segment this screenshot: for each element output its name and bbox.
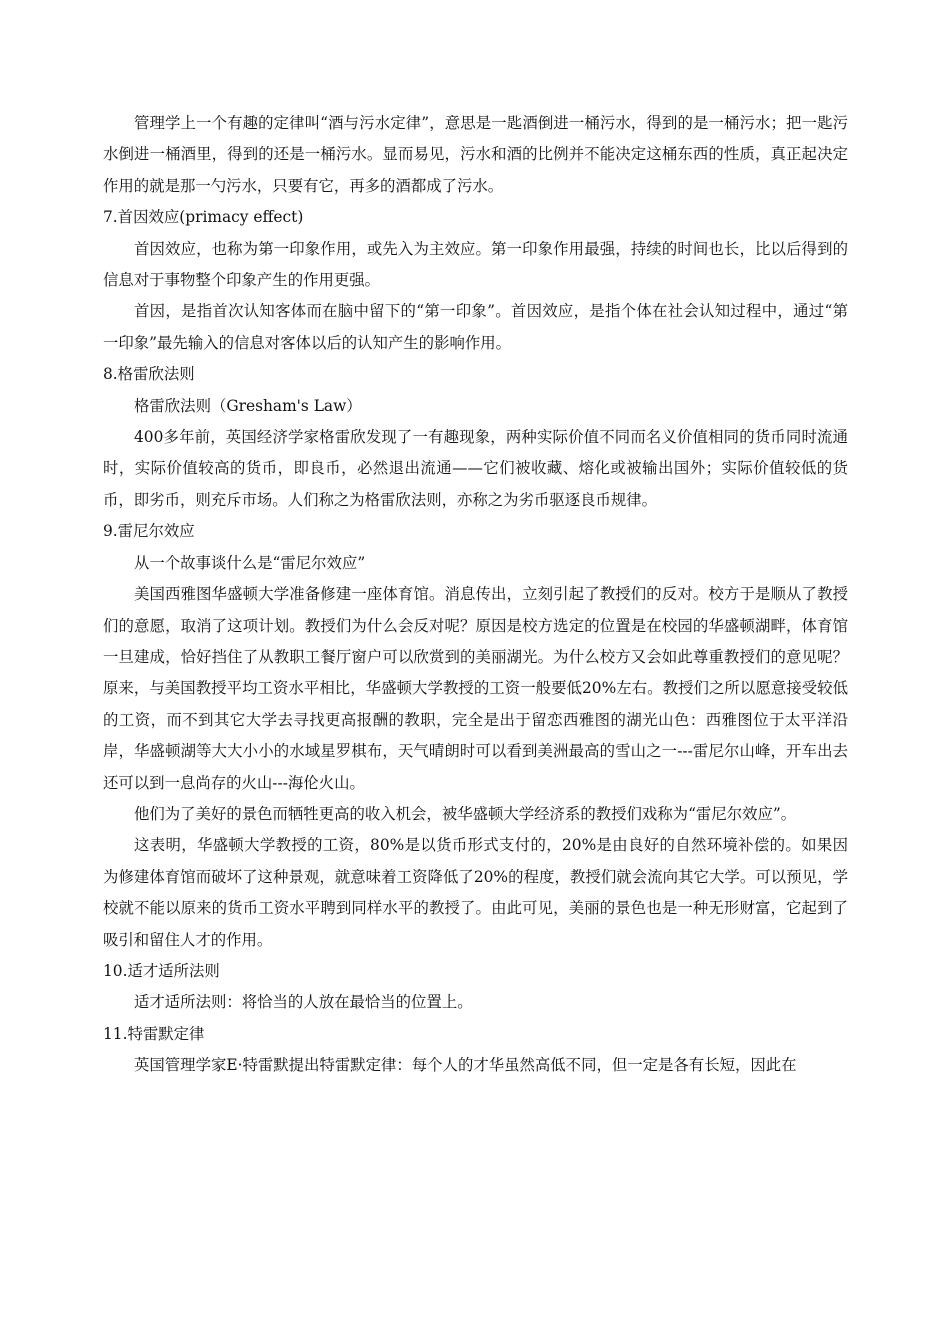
paragraph-rainier-intro: 从一个故事谈什么是“雷尼尔效应” [134, 553, 366, 572]
paragraph-gresham-explanation: 400多年前，英国经济学家格雷欣发现了一有趣现象，两种实际价值不同而名义价值相同的货币同时流通时，实际价值较高的货币，即良币，必然退出流通——它们被收藏、熔化或被输出国外；实际价值较低的货币，即劣币，则充斥市场。人们称之为格雷欣法则，亦称之为劣币驱逐良币规律。 [103, 428, 848, 509]
heading-right-person-right-place: 10.适才适所法则 [103, 961, 220, 980]
paragraph-primacy-definition: 首因效应，也称为第一印象作用，或先入为主效应。第一印象作用最强，持续的时间也长，比以后得到的信息对于事物整个印象产生的作用更强。 [103, 239, 848, 290]
paragraph-tremer-law: 英国管理学家E·特雷默提出特雷默定律：每个人的才华虽然高低不同，但一定是各有长短，因此在 [134, 1056, 797, 1075]
heading-tremer-law: 11.特雷默定律 [103, 1024, 205, 1043]
paragraph-primacy-explanation: 首因，是指首次认知客体而在脑中留下的“第一印象”。首因效应，是指个体在社会认知过程中，通过“第一印象”最先输入的信息对客体以后的认知产生的影响作用。 [103, 302, 848, 352]
heading-gresham-law: 8.格雷欣法则 [103, 365, 195, 384]
document-body [103, 108, 848, 1082]
paragraph-rainier-story: 美国西雅图华盛顿大学准备修建一座体育馆。消息传出，立刻引起了教授们的反对。校方于是顺从了教授们的意愿，取消了这项计划。教授们为什么会反对呢？原因是校方选定的位置是在校园的华盛顿湖畔，体育馆一旦建成，恰好挡住了从教职工餐厅窗户可以欣赏到的美丽湖光。为什么校方又会如此尊重教授们的意见呢？原来，与美国教授平均工资水平相比，华盛顿大学教授的工资一般要低20%左右。教授们之所以愿意接受较低的工资，而不到其它大学去寻找更高报酬的教职，完全是出于留恋西雅图的湖光山色：西雅图位于太平洋沿岸，华盛顿湖等大大小小的水域星罗棋布，天气晴朗时可以看到美洲最高的雪山之一---雷尼尔山峰，开车出去还可以到一息尚存的火山---海伦火山。 [103, 585, 848, 792]
paragraph-rainier-naming: 他们为了美好的景色而牺牲更高的收入机会，被华盛顿大学经济系的教授们戏称为“雷尼尔效应”。 [134, 804, 797, 823]
paragraph-right-person-definition: 适才适所法则：将恰当的人放在最恰当的位置上。 [134, 993, 473, 1012]
paragraph-gresham-title: 格雷欣法则（Gresham's Law） [134, 396, 362, 415]
paragraph-rainier-conclusion: 这表明，华盛顿大学教授的工资，80%是以货币形式支付的，20%是由良好的自然环境补偿的。如果因为修建体育馆而破坏了这种景观，就意味着工资降低了20%的程度，教授们就会流向其它大学。可以预见，学校就不能以原来的货币工资水平聘到同样水平的教授了。由此可见，美丽的景色也是一种无形财富，它起到了吸引和留住人才的作用。 [103, 836, 848, 949]
heading-primacy-effect: 7.首因效应(primacy effect) [103, 208, 304, 227]
heading-rainier-effect: 9.雷尼尔效应 [103, 522, 195, 541]
paragraph-wine-sewage-law: 管理学上一个有趣的定律叫“酒与污水定律”，意思是一匙酒倒进一桶污水，得到的是一桶污水；把一匙污水倒进一桶酒里，得到的还是一桶污水。显而易见，污水和酒的比例并不能决定这桶东西的性质，真正起决定作用的就是那一勺污水，只要有它，再多的酒都成了污水。 [103, 114, 848, 195]
